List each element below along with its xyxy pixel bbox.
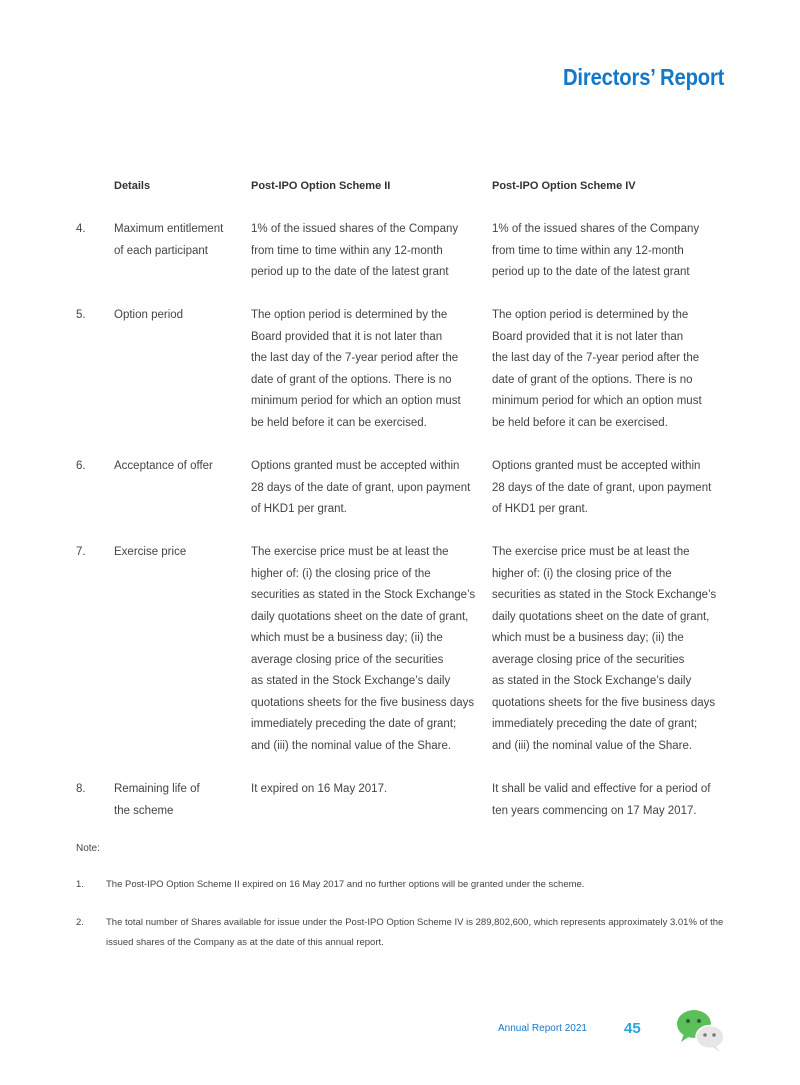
row-number: 6. (76, 460, 86, 472)
row-scheme-ii: It expired on 16 May 2017. (251, 783, 388, 795)
logo-eye-right (697, 1019, 701, 1023)
row-scheme-iv: 1% of the issued shares of the Company from time to time within any 12-month period up to the date of the latest grant (492, 223, 700, 278)
row-number: 5. (76, 309, 86, 321)
note-item (76, 875, 736, 895)
row-number: 4. (76, 223, 86, 235)
row-scheme-ii: The exercise price must be at least the higher of: (i) the closing price of the securities as stated in the Stock Exchange’s daily quotations sheet on the date of grant, which must be a business day; (ii) the average closing price of the securities as stated in the Stock Exchange’s daily quotations sheets for the five business days immediately preceding the date of grant; and (iii) the nominal value of the Share. (251, 546, 476, 752)
column-header-details: Details (114, 180, 151, 192)
row-scheme-iv: The option period is determined by the Board provided that it is not later than the last day of the 7-year period after the date of grant of the options. There is no minimum period for which an option must be held before it can be exercised. (492, 309, 702, 429)
notes-label: Note: (76, 843, 100, 854)
row-scheme-ii: 1% of the issued shares of the Company from time to time within any 12-month period up to the date of the latest grant (251, 223, 459, 278)
note-text: The total number of Shares available for issue under the Post-IPO Option Scheme IV is 289,802,600, which represents approximately 3.01% of the issued shares of the Company as at the date of this annual report. (106, 917, 724, 948)
row-scheme-ii: Options granted must be accepted within 28 days of the date of grant, upon payment of HKD1 per grant. (251, 460, 471, 515)
row-number: 7. (76, 546, 86, 558)
row-detail: Option period (114, 309, 184, 321)
page-title: Directors’ Report (562, 64, 724, 90)
row-detail: Remaining life of the scheme (114, 783, 200, 817)
note-text: The Post-IPO Option Scheme II expired on 16 May 2017 and no further options will be granted under the scheme. (106, 879, 585, 890)
column-header-scheme-ii: Post-IPO Option Scheme II (251, 180, 391, 192)
note-number: 1. (76, 879, 84, 890)
logo-small-bubble (696, 1026, 724, 1049)
column-header-scheme-iv: Post-IPO Option Scheme IV (492, 180, 636, 192)
row-scheme-iv: Options granted must be accepted within 28 days of the date of grant, upon payment of HKD1 per grant. (492, 460, 712, 515)
wechat-logo-icon (674, 1008, 726, 1052)
note-number: 2. (76, 917, 84, 928)
row-scheme-ii: The option period is determined by the Board provided that it is not later than the last day of the 7-year period after the date of grant of the options. There is no minimum period for which an option must be held before it can be exercised. (251, 309, 461, 429)
row-detail: Maximum entitlement of each participant (114, 223, 224, 257)
logo-eye-left (686, 1019, 690, 1023)
logo-small-eye-left (703, 1033, 707, 1037)
logo-small-tail (712, 1046, 720, 1052)
row-detail: Acceptance of offer (114, 460, 213, 472)
note-item (76, 913, 736, 953)
logo-small-eye-right (712, 1033, 716, 1037)
row-scheme-iv: The exercise price must be at least the higher of: (i) the closing price of the securities as stated in the Stock Exchange’s daily quotations sheet on the date of grant, which must be a business day; (ii) the average closing price of the securities as stated in the Stock Exchange’s daily quotations sheets for the five business days immediately preceding the date of grant; and (iii) the nominal value of the Share. (492, 546, 717, 752)
report-footer-label: Annual Report 2021 (498, 1023, 587, 1034)
row-number: 8. (76, 783, 86, 795)
row-scheme-iv: It shall be valid and effective for a period of ten years commencing on 17 May 2017. (492, 783, 711, 817)
page-number: 45 (624, 1020, 641, 1037)
row-detail: Exercise price (114, 546, 187, 558)
